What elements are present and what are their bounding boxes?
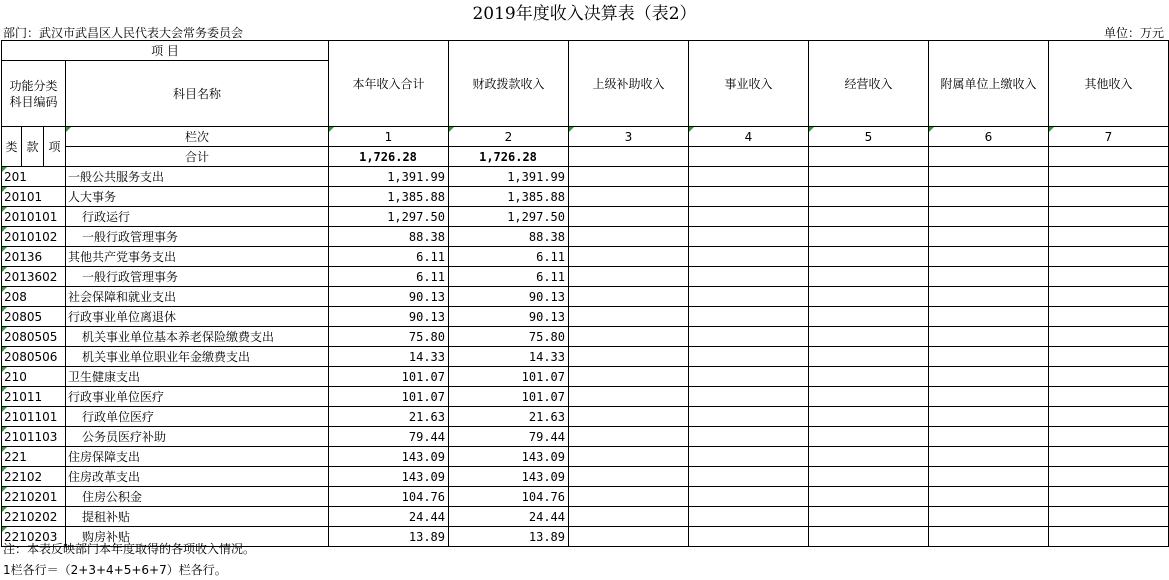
- row-c6: [929, 407, 1049, 427]
- row-c6: [929, 287, 1049, 307]
- row-c6: [929, 347, 1049, 367]
- row-c6: [929, 507, 1049, 527]
- row-c4: [689, 287, 809, 307]
- row-c3: [569, 507, 689, 527]
- row-code: 2210202: [2, 507, 66, 527]
- row-c4: [689, 527, 809, 547]
- row-c2: 1,297.50: [449, 207, 569, 227]
- row-name: 行政单位医疗: [66, 407, 329, 427]
- row-c4: [689, 247, 809, 267]
- col-header-3: 上级补助收入: [569, 41, 689, 127]
- row-c5: [809, 307, 929, 327]
- note-1: 注：本表反映部门本年度取得的各项收入情况。: [3, 542, 256, 556]
- row-name: 机关事业单位职业年金缴费支出: [66, 347, 329, 367]
- row-name: 公务员医疗补助: [66, 427, 329, 447]
- row-c1: 6.11: [329, 267, 449, 287]
- row-c2: 90.13: [449, 307, 569, 327]
- row-c4: [689, 407, 809, 427]
- row-code: 2101101: [2, 407, 66, 427]
- row-c2: 1,391.99: [449, 167, 569, 187]
- table-row: [2, 467, 1169, 487]
- row-c7: [1049, 507, 1169, 527]
- row-code: 210: [2, 367, 66, 387]
- table-row: [2, 227, 1169, 247]
- row-c7: [1049, 487, 1169, 507]
- row-c3: [569, 387, 689, 407]
- row-c5: [809, 327, 929, 347]
- row-c7: [1049, 387, 1169, 407]
- row-name: 机关事业单位基本养老保险缴费支出: [66, 327, 329, 347]
- col-num-6: 6: [929, 127, 1049, 147]
- row-name: 购房补贴: [66, 527, 329, 547]
- table-row: [2, 347, 1169, 367]
- row-c6: [929, 427, 1049, 447]
- row-code: 2010101: [2, 207, 66, 227]
- table-row: [2, 327, 1169, 347]
- col-header-1: 本年收入合计: [329, 41, 449, 127]
- row-c2: 101.07: [449, 387, 569, 407]
- row-code: 20136: [2, 247, 66, 267]
- table-row: [2, 267, 1169, 287]
- row-c4: [689, 347, 809, 367]
- row-code: 20101: [2, 187, 66, 207]
- row-c4: [689, 167, 809, 187]
- row-c6: [929, 227, 1049, 247]
- page-title: 2019年度收入决算表（表2）: [472, 4, 697, 24]
- row-c5: [809, 407, 929, 427]
- row-c1: 1,391.99: [329, 167, 449, 187]
- row-c7: [1049, 267, 1169, 287]
- row-c6: [929, 307, 1049, 327]
- row-c5: [809, 387, 929, 407]
- row-c2: 90.13: [449, 287, 569, 307]
- row-c2: 13.89: [449, 527, 569, 547]
- row-c1: 14.33: [329, 347, 449, 367]
- row-c6: [929, 167, 1049, 187]
- row-c2: 143.09: [449, 467, 569, 487]
- row-name: 提租补贴: [66, 507, 329, 527]
- row-c2: 1,385.88: [449, 187, 569, 207]
- row-name: 社会保障和就业支出: [66, 287, 329, 307]
- row-c4: [689, 207, 809, 227]
- row-c2: 88.38: [449, 227, 569, 247]
- col-num-1: 1: [329, 127, 449, 147]
- row-name: 住房改革支出: [66, 467, 329, 487]
- total-c2: 1,726.28: [449, 147, 569, 167]
- row-c6: [929, 267, 1049, 287]
- row-name: 住房公积金: [66, 487, 329, 507]
- row-c5: [809, 267, 929, 287]
- total-c6: [929, 147, 1049, 167]
- row-c1: 101.07: [329, 367, 449, 387]
- row-c3: [569, 367, 689, 387]
- row-name: 行政事业单位离退休: [66, 307, 329, 327]
- row-c3: [569, 267, 689, 287]
- row-c2: 101.07: [449, 367, 569, 387]
- kuan-header: 款: [22, 127, 44, 167]
- row-c7: [1049, 247, 1169, 267]
- row-c6: [929, 447, 1049, 467]
- total-label: 合计: [66, 147, 329, 167]
- row-c6: [929, 327, 1049, 347]
- col-header-6: 附属单位上缴收入: [929, 41, 1049, 127]
- row-code: 2101103: [2, 427, 66, 447]
- row-c6: [929, 527, 1049, 547]
- table-row: [2, 487, 1169, 507]
- row-c7: [1049, 227, 1169, 247]
- row-c3: [569, 447, 689, 467]
- table-row: [2, 247, 1169, 267]
- row-c4: [689, 307, 809, 327]
- row-code: 20805: [2, 307, 66, 327]
- lanci-label: 栏次: [66, 127, 329, 147]
- row-code: 2010102: [2, 227, 66, 247]
- row-code: 22102: [2, 467, 66, 487]
- row-c7: [1049, 327, 1169, 347]
- col-header-7: 其他收入: [1049, 41, 1169, 127]
- func-code-header: 功能分类科目编码: [2, 61, 66, 127]
- row-name: 其他共产党事务支出: [66, 247, 329, 267]
- unit-label: 单位：万元: [1103, 26, 1164, 40]
- row-c7: [1049, 367, 1169, 387]
- row-c2: 21.63: [449, 407, 569, 427]
- table-row: [2, 447, 1169, 467]
- total-c7: [1049, 147, 1169, 167]
- row-c6: [929, 467, 1049, 487]
- row-c3: [569, 307, 689, 327]
- col-num-2: 2: [449, 127, 569, 147]
- total-c3: [569, 147, 689, 167]
- table-row: [2, 427, 1169, 447]
- row-c7: [1049, 207, 1169, 227]
- row-c3: [569, 287, 689, 307]
- row-c3: [569, 247, 689, 267]
- row-c1: 79.44: [329, 427, 449, 447]
- row-c2: 24.44: [449, 507, 569, 527]
- row-c4: [689, 387, 809, 407]
- table-row: [2, 307, 1169, 327]
- row-c2: 143.09: [449, 447, 569, 467]
- row-c3: [569, 187, 689, 207]
- xiang-header: 项: [44, 127, 66, 167]
- row-code: 2210203: [2, 527, 66, 547]
- row-c4: [689, 447, 809, 467]
- col-num-5: 5: [809, 127, 929, 147]
- row-code: 21011: [2, 387, 66, 407]
- col-header-2: 财政拨款收入: [449, 41, 569, 127]
- row-name: 行政运行: [66, 207, 329, 227]
- table-row: [2, 407, 1169, 427]
- row-c5: [809, 447, 929, 467]
- row-c7: [1049, 447, 1169, 467]
- row-code: 2210201: [2, 487, 66, 507]
- row-c7: [1049, 427, 1169, 447]
- row-c4: [689, 467, 809, 487]
- table-row: [2, 367, 1169, 387]
- row-c3: [569, 407, 689, 427]
- row-c5: [809, 427, 929, 447]
- row-c1: 24.44: [329, 507, 449, 527]
- table-row: [2, 387, 1169, 407]
- col-num-3: 3: [569, 127, 689, 147]
- row-c7: [1049, 187, 1169, 207]
- row-c7: [1049, 307, 1169, 327]
- note-2: 1栏各行＝（2+3+4+5+6+7）栏各行。: [3, 563, 227, 577]
- row-c4: [689, 227, 809, 247]
- row-c2: 104.76: [449, 487, 569, 507]
- row-c1: 90.13: [329, 307, 449, 327]
- col-header-4: 事业收入: [689, 41, 809, 127]
- row-c4: [689, 267, 809, 287]
- row-c1: 6.11: [329, 247, 449, 267]
- row-c4: [689, 507, 809, 527]
- row-c6: [929, 247, 1049, 267]
- row-c5: [809, 367, 929, 387]
- row-c5: [809, 287, 929, 307]
- row-code: 221: [2, 447, 66, 467]
- row-c5: [809, 167, 929, 187]
- row-c3: [569, 347, 689, 367]
- row-c6: [929, 387, 1049, 407]
- row-c6: [929, 207, 1049, 227]
- total-c4: [689, 147, 809, 167]
- row-name: 人大事务: [66, 187, 329, 207]
- row-code: 201: [2, 167, 66, 187]
- row-c3: [569, 207, 689, 227]
- row-c4: [689, 327, 809, 347]
- row-c1: 1,385.88: [329, 187, 449, 207]
- row-c2: 14.33: [449, 347, 569, 367]
- row-c7: [1049, 407, 1169, 427]
- row-c5: [809, 487, 929, 507]
- row-c4: [689, 487, 809, 507]
- row-name: 一般行政管理事务: [66, 267, 329, 287]
- row-c1: 21.63: [329, 407, 449, 427]
- project-header: 项 目: [2, 41, 329, 61]
- row-c3: [569, 227, 689, 247]
- row-c5: [809, 347, 929, 367]
- row-c1: 75.80: [329, 327, 449, 347]
- row-c3: [569, 527, 689, 547]
- total-c1: 1,726.28: [329, 147, 449, 167]
- row-code: 2080506: [2, 347, 66, 367]
- row-c3: [569, 167, 689, 187]
- department-label: 部门：武汉市武昌区人民代表大会常务委员会: [3, 26, 244, 40]
- row-c3: [569, 427, 689, 447]
- lei-header: 类: [2, 127, 22, 167]
- row-c1: 13.89: [329, 527, 449, 547]
- row-c1: 1,297.50: [329, 207, 449, 227]
- row-c3: [569, 327, 689, 347]
- table-row: [2, 207, 1169, 227]
- row-name: 一般行政管理事务: [66, 227, 329, 247]
- table-row: [2, 187, 1169, 207]
- row-c6: [929, 367, 1049, 387]
- row-c2: 6.11: [449, 247, 569, 267]
- row-c5: [809, 247, 929, 267]
- row-c1: 101.07: [329, 387, 449, 407]
- row-code: 208: [2, 287, 66, 307]
- row-name: 卫生健康支出: [66, 367, 329, 387]
- row-c2: 79.44: [449, 427, 569, 447]
- row-c7: [1049, 287, 1169, 307]
- row-c4: [689, 367, 809, 387]
- row-code: 2080505: [2, 327, 66, 347]
- row-code: 2013602: [2, 267, 66, 287]
- row-name: 一般公共服务支出: [66, 167, 329, 187]
- row-c2: 75.80: [449, 327, 569, 347]
- row-c1: 90.13: [329, 287, 449, 307]
- row-c4: [689, 427, 809, 447]
- row-c5: [809, 527, 929, 547]
- row-c3: [569, 467, 689, 487]
- row-c5: [809, 187, 929, 207]
- table-row: [2, 287, 1169, 307]
- table-row: [2, 507, 1169, 527]
- row-c6: [929, 487, 1049, 507]
- row-c4: [689, 187, 809, 207]
- row-c7: [1049, 467, 1169, 487]
- col-num-4: 4: [689, 127, 809, 147]
- row-c1: 143.09: [329, 447, 449, 467]
- row-name: 行政事业单位医疗: [66, 387, 329, 407]
- col-header-5: 经营收入: [809, 41, 929, 127]
- row-c7: [1049, 527, 1169, 547]
- total-c5: [809, 147, 929, 167]
- row-c3: [569, 487, 689, 507]
- row-c1: 104.76: [329, 487, 449, 507]
- row-name: 住房保障支出: [66, 447, 329, 467]
- table-row: [2, 167, 1169, 187]
- row-c5: [809, 507, 929, 527]
- row-c5: [809, 227, 929, 247]
- row-c5: [809, 207, 929, 227]
- row-c7: [1049, 347, 1169, 367]
- row-c2: 6.11: [449, 267, 569, 287]
- row-c7: [1049, 167, 1169, 187]
- row-c6: [929, 187, 1049, 207]
- row-c1: 143.09: [329, 467, 449, 487]
- col-num-7: 7: [1049, 127, 1169, 147]
- row-c1: 88.38: [329, 227, 449, 247]
- row-c5: [809, 467, 929, 487]
- subject-name-header: 科目名称: [66, 61, 329, 127]
- income-table: [1, 40, 1169, 547]
